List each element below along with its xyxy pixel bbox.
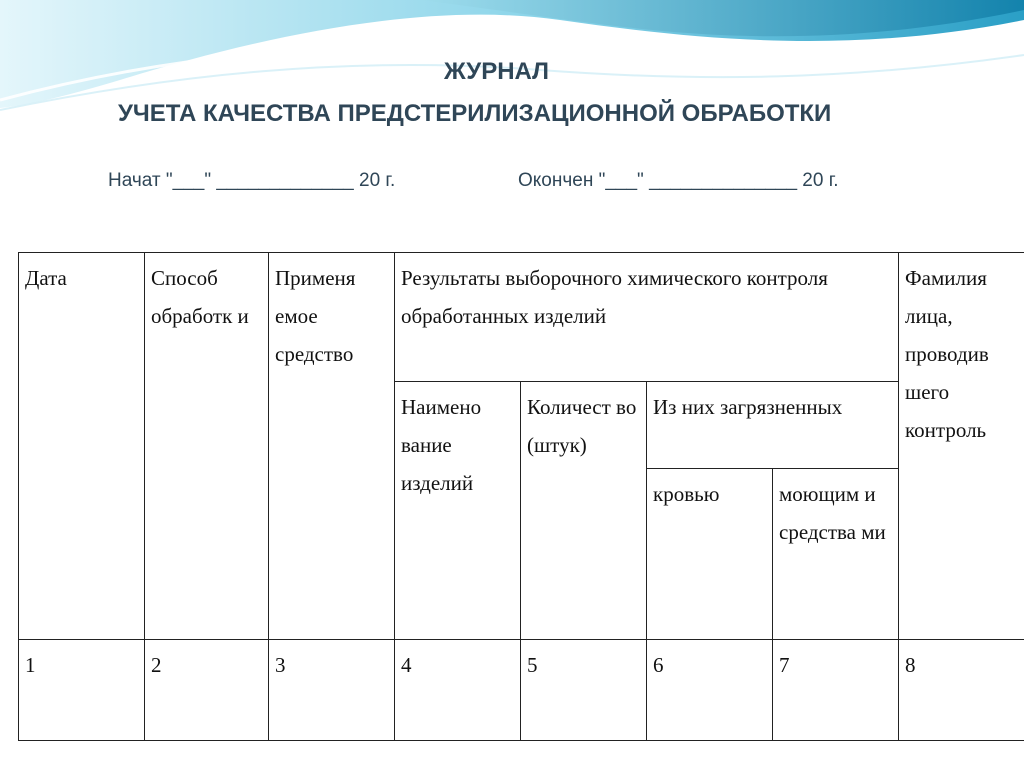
column-number: 1 bbox=[19, 640, 145, 741]
journal-table bbox=[18, 252, 1024, 741]
column-number: 3 bbox=[269, 640, 395, 741]
journal-dates bbox=[108, 170, 839, 192]
title-line-2: УЧЕТА КАЧЕСТВА ПРЕДСТЕРИЛИЗАЦИОННОЙ ОБРАБОТКИ bbox=[118, 100, 832, 127]
column-number: 7 bbox=[773, 640, 899, 741]
column-number: 6 bbox=[647, 640, 773, 741]
header-detergents: моющим и средства ми bbox=[773, 469, 899, 640]
header-date: Дата bbox=[19, 253, 145, 640]
header-item-name: Наимено вание изделий bbox=[395, 382, 521, 640]
ended-date-text: Окончен "___" ______________ 20 г. bbox=[518, 170, 839, 191]
column-number: 5 bbox=[521, 640, 647, 741]
column-number: 2 bbox=[145, 640, 269, 741]
header-contaminated: Из них загрязненных bbox=[647, 382, 899, 469]
column-number: 8 bbox=[899, 640, 1024, 741]
title-line-1: ЖУРНАЛ bbox=[444, 58, 550, 85]
header-quantity: Количест во (штук) bbox=[521, 382, 647, 640]
header-method: Способ обработк и bbox=[145, 253, 269, 640]
column-number: 4 bbox=[395, 640, 521, 741]
started-date-text: Начат "___" _____________ 20 г. bbox=[108, 170, 396, 191]
header-person: Фамилия лица, проводив шего контроль bbox=[899, 253, 1024, 640]
header-blood: кровью bbox=[647, 469, 773, 640]
header-results: Результаты выборочного химического контроля обработанных изделий bbox=[395, 253, 899, 382]
header-agent: Применя емое средство bbox=[269, 253, 395, 640]
